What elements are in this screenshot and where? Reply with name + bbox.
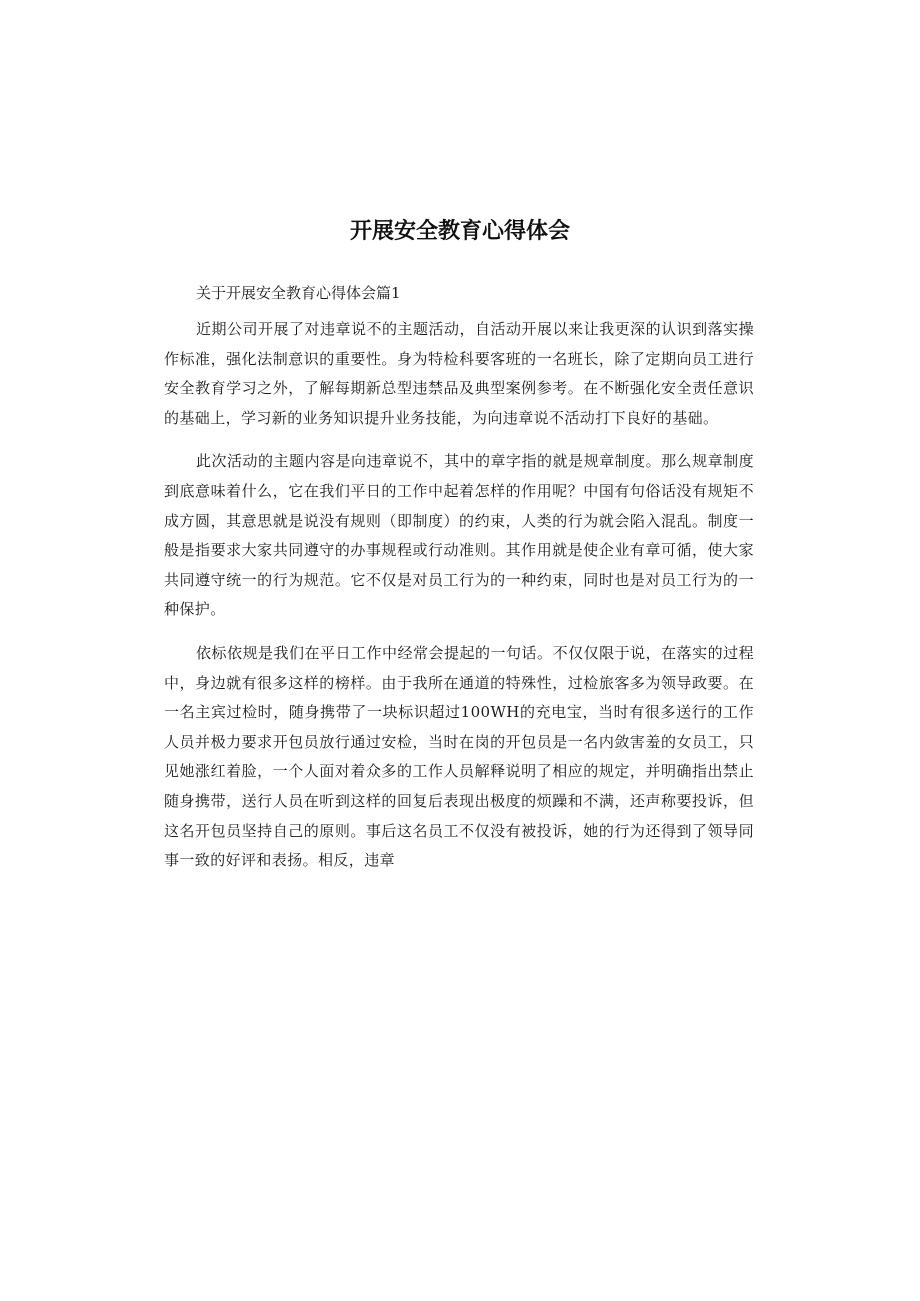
paragraph-2: 此次活动的主题内容是向违章说不，其中的章字指的就是规章制度。那么规章制度到底意味着什么，它在我们平日的工作中起着怎样的作用呢？中国有句俗话没有规矩不成方圆，其意思就是说没有规则（即制度）的约束，人类的行为就会陷入混乱。制度一般是指要求大家共同遵守的办事规程或行动准则。其作用就是使企业有章可循，使大家共同遵守统一的行为规范。它不仅是对员工行为的一种约束，同时也是对员工行为的一种保护。 — [164, 452, 754, 619]
paragraph-1: 近期公司开展了对违章说不的主题活动，自活动开展以来让我更深的认识到落实操作标准，强化法制意识的重要性。身为特检科要客班的一名班长，除了定期向员工进行安全教育学习之外，了解每期新总型违禁品及典型案例参考。在不断强化安全责任意识的基础上，学习新的业务知识提升业务技能，为向违章说不活动打下良好的基础。 — [164, 320, 754, 427]
document-body — [164, 282, 754, 876]
section-subtitle: 关于开展安全教育心得体会篇1 — [196, 284, 401, 302]
document-title: 开展安全教育心得体会 — [349, 219, 570, 244]
paragraph-3: 依标依规是我们在平日工作中经常会提起的一句话。不仅仅限于说，在落实的过程中，身边就有很多这样的榜样。由于我所在通道的特殊性，过检旅客多为领导政要。在一名主宾过检时，随身携带了一块标识超过100WH的充电宝，当时有很多送行的工作人员并极力要求开包员放行通过安检，当时在岗的开包员是一名内敛害羞的女员工，只见她涨红着脸，一个人面对着众多的工作人员解释说明了相应的规定，并明确指出禁止随身携带，送行人员在听到这样的回复后表现出极度的烦躁和不满，还声称要投诉，但这名开包员坚持自己的原则。事后这名员工不仅没有被投诉，她的行为还得到了领导同事一致的好评和表扬。相反，违章 — [164, 643, 754, 870]
